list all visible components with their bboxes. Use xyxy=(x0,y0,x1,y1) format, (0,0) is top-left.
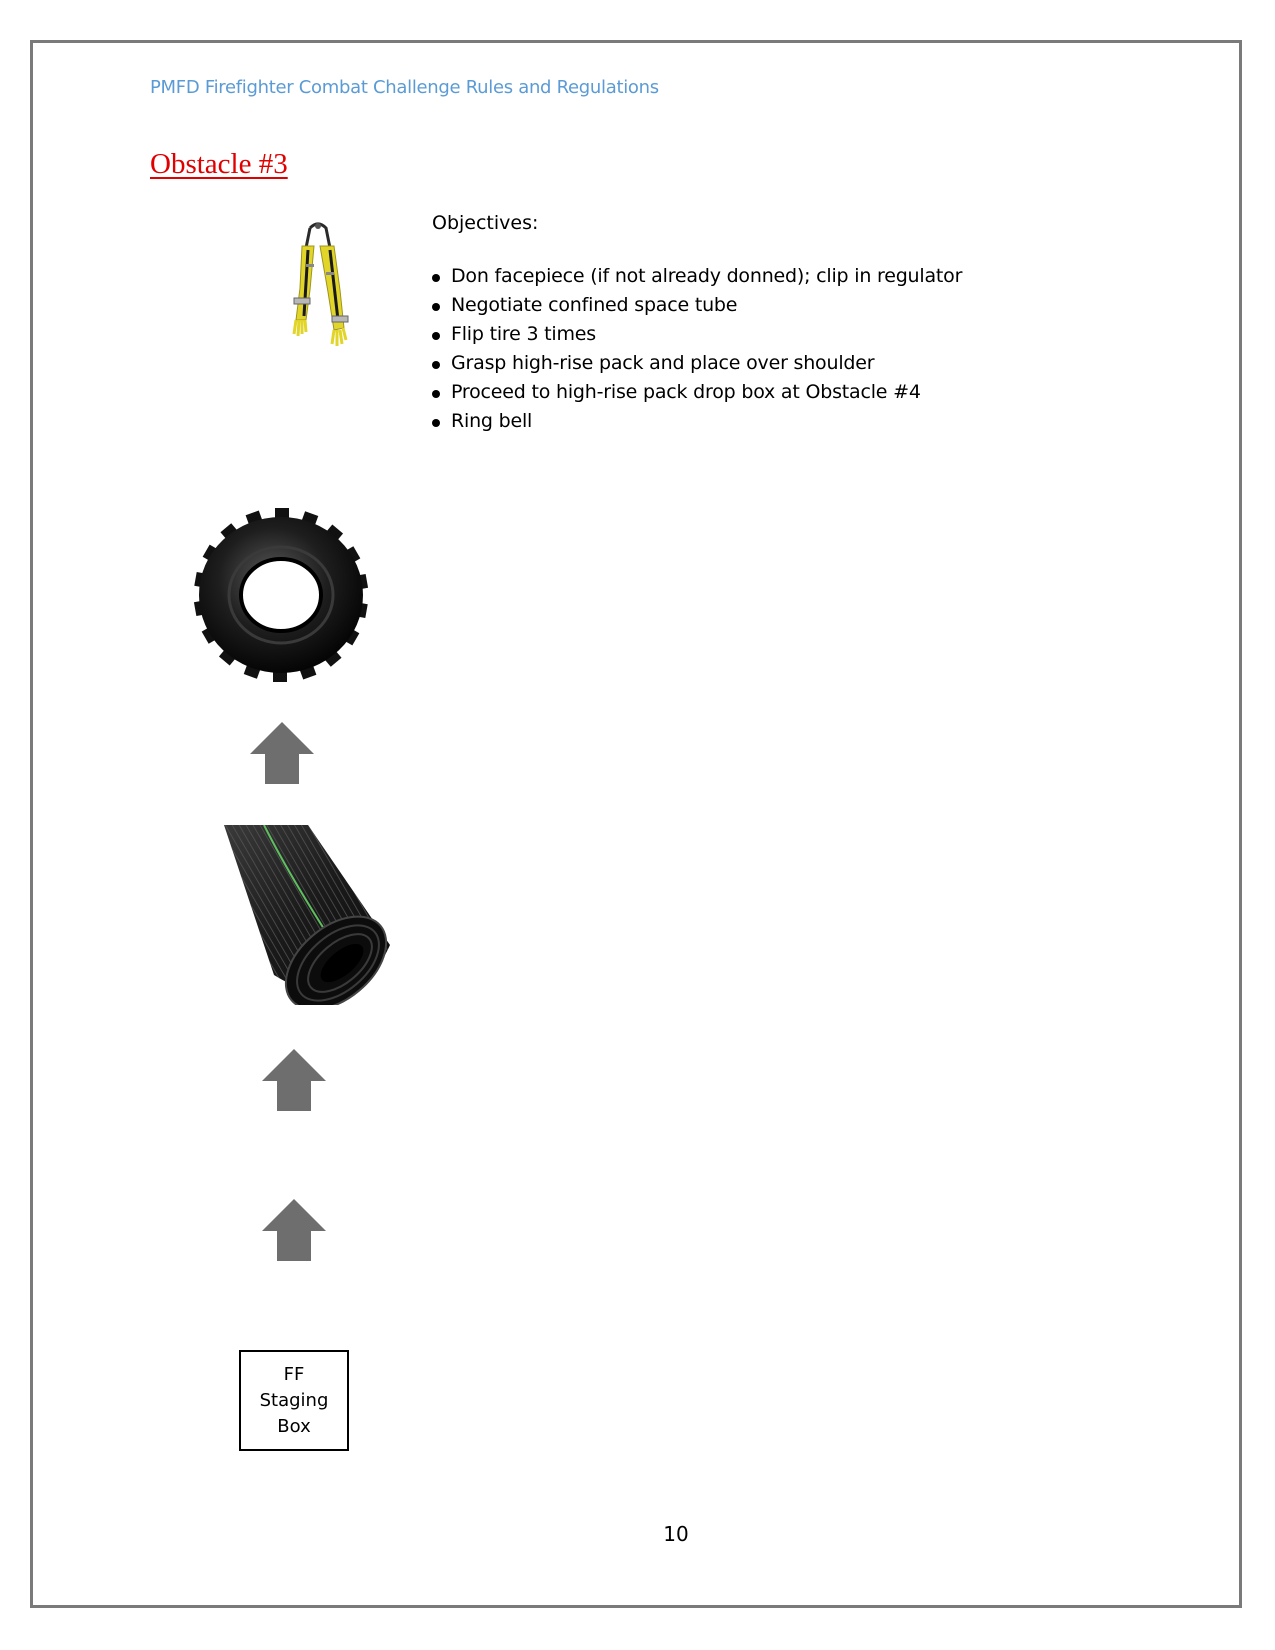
list-item: Grasp high-rise pack and place over shoulder xyxy=(432,349,962,378)
staging-box-line: FF xyxy=(283,1363,305,1385)
objectives-list xyxy=(432,262,962,436)
tire-icon xyxy=(186,506,376,684)
up-arrow-icon xyxy=(262,1199,326,1261)
objectives xyxy=(432,210,962,436)
section-title: Obstacle #3 xyxy=(150,148,288,180)
list-item: Don facepiece (if not already donned); clip in regulator xyxy=(432,262,962,291)
staging-box-line: Box xyxy=(277,1415,311,1437)
high-rise-pack-icon xyxy=(280,220,356,348)
up-arrow-icon xyxy=(250,722,314,784)
page-number: 10 xyxy=(663,1522,689,1546)
list-item: Proceed to high-rise pack drop box at Obstacle #4 xyxy=(432,378,962,407)
ff-staging-box xyxy=(239,1350,349,1451)
list-item: Ring bell xyxy=(432,407,962,436)
confined-space-tube-icon xyxy=(204,825,408,1005)
up-arrow-icon xyxy=(262,1049,326,1111)
objectives-heading: Objectives: xyxy=(432,212,539,234)
list-item: Negotiate confined space tube xyxy=(432,291,962,320)
staging-box-line: Staging xyxy=(259,1389,329,1411)
running-header: PMFD Firefighter Combat Challenge Rules and Regulations xyxy=(150,77,659,98)
list-item: Flip tire 3 times xyxy=(432,320,962,349)
